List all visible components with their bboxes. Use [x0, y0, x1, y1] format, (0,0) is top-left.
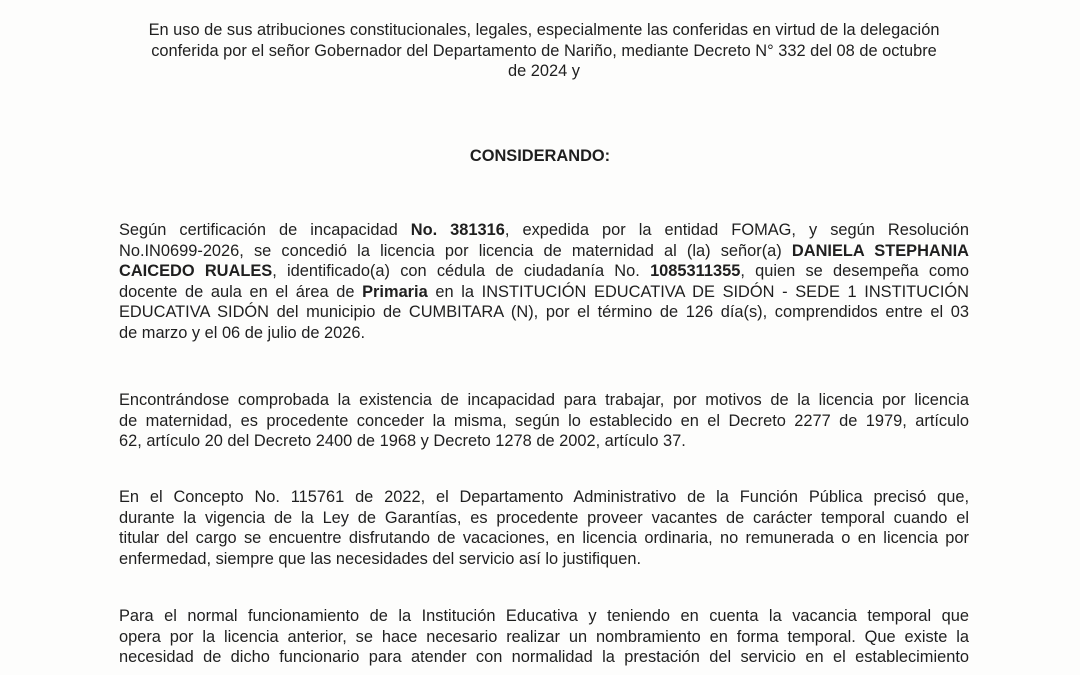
section-heading: CONSIDERANDO:: [469, 147, 611, 165]
paragraph3-line-2: durante la vigencia de la Ley de Garantías, es procedente proveer vacantes de carácter temporal cuando el: [119, 508, 969, 527]
paragraph1-line-4: [119, 282, 969, 303]
paragraph1-line-6: de marzo y el 06 de julio de 2026.: [119, 323, 366, 342]
paragraph1-line-2: [119, 241, 969, 262]
paragraph1-text-g: en la INSTITUCIÓN EDUCATIVA DE SIDÓN - SEDE 1 INSTITUCIÓN: [427, 282, 969, 301]
paragraph1-text-a: Según certificación de incapacidad: [119, 221, 411, 239]
paragraph-normal-functioning: [119, 606, 969, 668]
id-number: 1085311355: [650, 262, 741, 281]
paragraph-incapacity-certification: [119, 220, 969, 344]
paragraph3-line-4: enfermedad, siempre que las necesidades del servicio así lo justifiquen.: [119, 549, 642, 568]
paragraph-concept-funcion-publica: [119, 487, 969, 569]
certificate-number: No. 381316: [410, 221, 505, 239]
paragraph1-text-c: No.IN0699-2026, se concedió la licencia por licencia de maternidad al (la) señor(a): [119, 241, 792, 260]
paragraph1-text-e: , quien se desempeña como: [740, 262, 969, 281]
paragraph1-text-d: , identificado(a) con cédula de ciudadanía No.: [272, 262, 651, 281]
paragraph1-text-f: docente de aula en el área de: [119, 282, 363, 301]
paragraph1-line-3: [119, 261, 969, 282]
employee-name-part1: DANIELA STEPHANIA: [791, 241, 969, 260]
paragraph4-line-2: opera por la licencia anterior, se hace necesario realizar un nombramiento en forma temporal. Que existe la: [119, 627, 969, 646]
paragraph4-line-1: Para el normal funcionamiento de la Institución Educativa y teniendo en cuenta la vacancia temporal que: [119, 607, 969, 625]
paragraph1-line-1: [119, 220, 969, 241]
intro-paragraph: [118, 20, 970, 82]
paragraph-incapacity-verified: [119, 390, 969, 452]
paragraph1-text-b: , expedida por la entidad FOMAG, y según Resolución: [504, 221, 969, 239]
intro-line-1: En uso de sus atribuciones constitucionales, legales, especialmente las conferidas en virtud de la delegación: [148, 21, 940, 39]
intro-line-2: conferida por el señor Gobernador del Departamento de Nariño, mediante Decreto N° 332 del 08 de octubre: [151, 41, 937, 60]
paragraph2-line-1: Encontrándose comprobada la existencia de incapacidad para trabajar, por motivos de la licencia por licencia: [119, 391, 969, 409]
paragraph3-line-3: titular del cargo se encuentre disfrutando de vacaciones, en licencia ordinaria, no remunerada o en licencia por: [119, 529, 969, 548]
paragraph3-line-1: En el Concepto No. 115761 de 2022, el Departamento Administrativo de la Función Pública precisó que,: [119, 488, 969, 506]
paragraph4-line-3: necesidad de dicho funcionario para atender con normalidad la prestación del servicio en el establecimiento: [119, 648, 969, 667]
employee-name-part2: CAICEDO RUALES: [119, 262, 273, 281]
intro-line-3: de 2024 y: [508, 62, 580, 81]
paragraph1-line-5: EDUCATIVA SIDÓN del municipio de CUMBITARA (N), por el término de 126 día(s), comprendidos entre el 03: [119, 303, 969, 322]
teaching-area: Primaria: [362, 282, 428, 301]
paragraph2-line-2: de maternidad, es procedente conceder la misma, según lo establecido en el Decreto 2277 de 1979, artículo: [119, 411, 969, 430]
paragraph2-line-3: 62, artículo 20 del Decreto 2400 de 1968 y Decreto 1278 de 2002, artículo 37.: [119, 432, 686, 451]
